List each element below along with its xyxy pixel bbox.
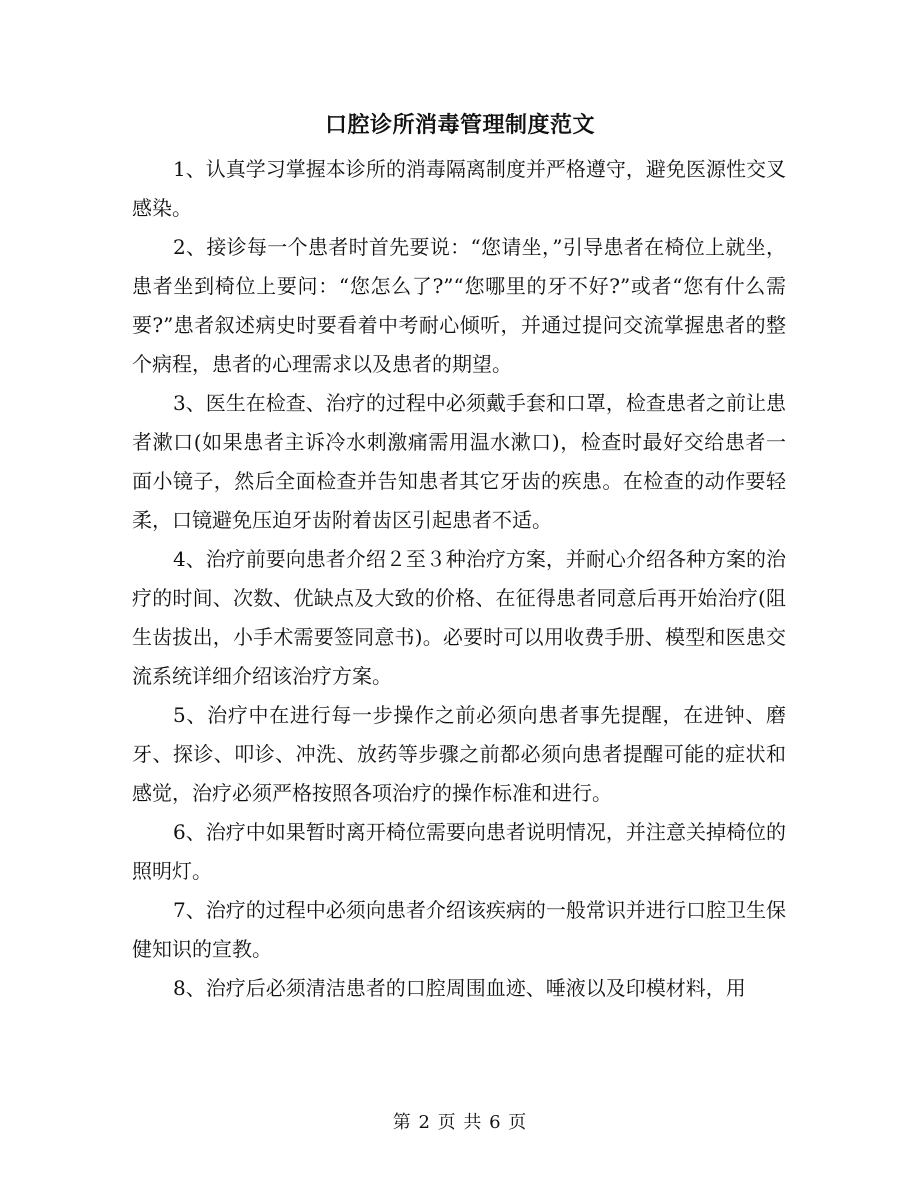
page-footer: 第 2 页 共 6 页 (392, 1112, 528, 1133)
document-body (132, 150, 786, 1008)
paragraph-6: 6、治疗中如果暂时离开椅位需要向患者说明情况，并注意关掉椅位的照明灯。 (132, 820, 786, 883)
paragraph-3: 3、医生在检查、治疗的过程中必须戴手套和口罩，检查患者之前让患者漱口(如果患者主诉冷水刺激痛需用温水漱口)，检查时最好交给患者一面小镜子，然后全面检查并告知患者其它牙齿的疾患。在检查的动作要轻柔，口镜避免压迫牙齿附着齿区引起患者不适。 (132, 391, 786, 532)
paragraph-2: 2、接诊每一个患者时首先要说：“您请坐，”引导患者在椅位上就坐，患者坐到椅位上要问：“您怎么了?”“您哪里的牙不好?”或者“您有什么需要?”患者叙述病史时要看着中考耐心倾听，并通过提问交流掌握患者的整个病程，患者的心理需求以及患者的期望。 (132, 235, 786, 376)
document-title: 口腔诊所消毒管理制度范文 (324, 112, 595, 138)
paragraph-1: 1、认真学习掌握本诊所的消毒隔离制度并严格遵守，避免医源性交叉感染。 (132, 157, 786, 220)
paragraph-5: 5、治疗中在进行每一步操作之前必须向患者事先提醒，在进钟、磨牙、探诊、叩诊、冲洗、放药等步骤之前都必须向患者提醒可能的症状和感觉，治疗必须严格按照各项治疗的操作标准和进行。 (132, 703, 786, 805)
paragraph-4: 4、治疗前要向患者介绍２至３种治疗方案，并耐心介绍各种方案的治疗的时间、次数、优缺点及大致的价格、在征得患者同意后再开始治疗(阻生齿拔出，小手术需要签同意书)。必要时可以用收费手册、模型和医患交流系统详细介绍该治疗方案。 (132, 547, 786, 688)
paragraph-8: 8、治疗后必须清洁患者的口腔周围血迹、唾液以及印模材料，用 (173, 976, 746, 1000)
paragraph-7: 7、治疗的过程中必须向患者介绍该疾病的一般常识并进行口腔卫生保健知识的宣教。 (132, 898, 786, 961)
